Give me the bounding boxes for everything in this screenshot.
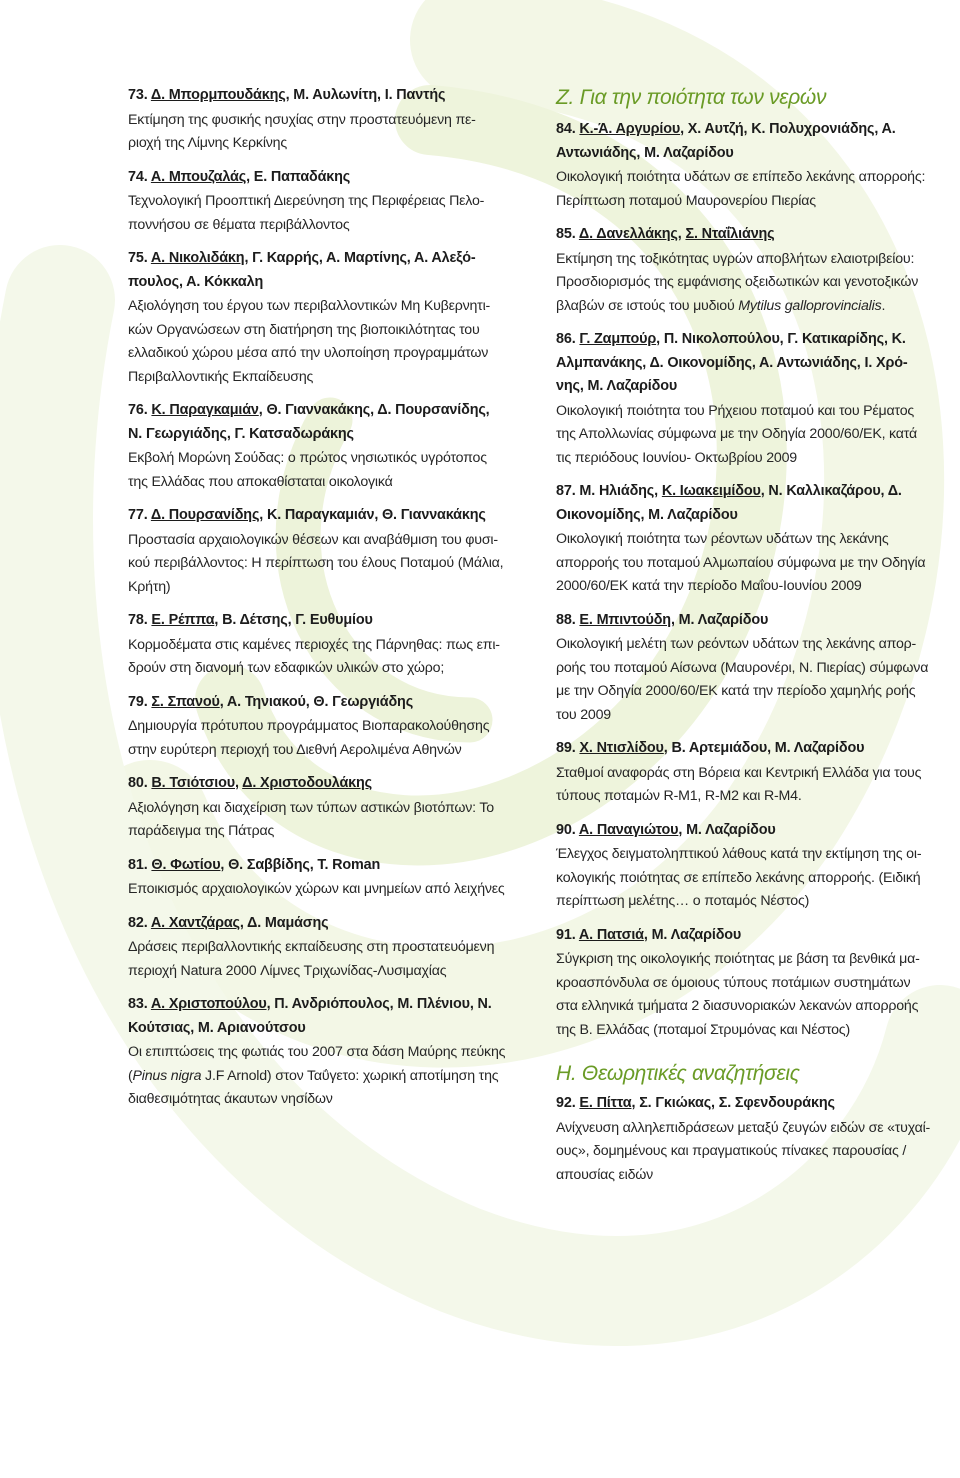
entry-authors <box>128 772 528 796</box>
right-column <box>556 84 954 1187</box>
entry-spacer <box>556 470 954 480</box>
entry-description-line: τις περιόδους Ιουνίου- Οκτωβρίου 2009 <box>556 449 797 466</box>
entry-description-line: κού περιβάλλοντος: Η περίπτωση του έλους Ποταμού (Μάλια, <box>128 555 504 571</box>
text-run: διαθεσιμότητας άκαυτων νησίδων <box>128 1091 333 1107</box>
entry-spacer <box>128 237 528 247</box>
entry-description-line: Εκβολή Μορώνη Σούδας: ο πρώτος νησιωτικός υγρότοπος <box>128 450 487 466</box>
entry-description-line <box>128 1041 528 1065</box>
entry-description-line: στα ελληνικά τμήματα 2 διασυνοριακών λεκανών απορροής <box>556 998 919 1014</box>
entry-number: 91. <box>556 926 576 943</box>
entry-description-line: παράδειγμα της Πάτρας <box>128 823 275 839</box>
entry-description-line: Τεχνολογική Προοπτική Διερεύνηση της Περιφέρειας Πελο- <box>128 193 485 209</box>
entry-number: 84. <box>556 121 576 137</box>
text-run: , Κ. Παραγκαμιάν, Θ. Γιαννακάκης <box>259 507 486 523</box>
entry-description-line: κών Οργανώσεων στη διατήρηση της βιοποικιλότητας του <box>128 321 480 338</box>
entry-description-line: περιοχή Natura 2000 Λίμνες Τριχωνίδας-Λυσιμαχίας <box>128 962 447 979</box>
entry-description-line: κροασπόνδυλα σε όμοιους τύπους ποτάμιων συστημάτων <box>556 974 911 991</box>
entry-description-line: Κορμοδέματα στις καμένες περιοχές της Πάρνηθας: πως επι- <box>128 636 500 653</box>
entry-description-line: ους», δομημένους και πραγματικούς πίνακες παρουσίας / <box>556 1143 907 1159</box>
entry-number: 92. <box>556 1095 576 1111</box>
text-run: βλαβών σε ιστούς του μυδιού <box>556 297 739 314</box>
entry-spacer <box>556 213 954 223</box>
entry-spacer <box>556 809 954 819</box>
entry-description-line: Περίπτωση ποταμού Μαυρονερίου Πιερίας <box>556 192 816 209</box>
entry-description-line: Σύγκριση της οικολογικής ποιότητας με βάση τα βενθικά μα- <box>556 951 920 967</box>
entry-authors <box>556 118 954 165</box>
author-underlined: Δ. Χριστοδουλάκης <box>242 775 372 791</box>
text-run: , <box>677 226 686 242</box>
entry-description-line: απορροής του ποταμού Αλμωπαίου σύμφωνα με την Οδηγία <box>556 554 926 571</box>
text-run: . <box>881 297 886 314</box>
entry-authors <box>556 223 954 247</box>
entry-description-line: Οικολογική ποιότητα των ρέοντων υδάτων της λεκάνης <box>556 531 889 547</box>
entry-description-line: Κρήτη) <box>128 578 171 595</box>
text-run: , Σ. Γκιώκας, Σ. Σφενδουράκης <box>631 1095 835 1111</box>
entry-spacer <box>128 389 528 399</box>
author-underlined: Ε. Πίττα <box>579 1095 632 1111</box>
entry-spacer <box>556 318 954 328</box>
entry-authors <box>556 924 954 948</box>
text-run: , Γ. Καρρής, Α. Μαρτίνης, Α. Αλεξό- <box>244 250 476 266</box>
entry-authors <box>556 328 954 399</box>
entry-90 <box>556 819 954 914</box>
entry-81 <box>128 854 528 902</box>
entry-description-line: Ανίχνευση αλληλεπιδράσεων μεταξύ ζευγών ειδών σε «τυχαί- <box>556 1119 931 1136</box>
entry-number: 78. <box>128 612 148 628</box>
entry-description-line: ροής του ποταμού Αίσωνα (Μαυρονέρι, Ν. Πιερίας) σύμφωνα <box>556 659 929 676</box>
entry-spacer <box>128 902 528 912</box>
text-run: , Μ. Λαζαρίδου <box>670 611 769 628</box>
entry-description-line: Εποικισμός αρχαιολογικών χώρων και μνημείων από λειχήνες <box>128 881 505 897</box>
author-underlined: Ε. Ρέππα <box>151 612 215 628</box>
text-run: , Δ. Μαμάσης <box>239 914 329 931</box>
entry-74 <box>128 166 528 238</box>
entry-description-line: Δημιουργία πρότυπου προγράμματος Βιοπαρακολούθησης <box>128 718 490 734</box>
italic-text: Mytilus galloprovincialis <box>738 297 882 314</box>
author-underlined: Κ. Παραγκαμιάν <box>151 402 259 418</box>
entry-description-line: Οικολογική ποιότητα υδάτων σε επίπεδο λεκάνης απορροής: <box>556 169 926 185</box>
entry-description-line: της Απολλωνίας σύμφωνα με την Οδηγία 2000/60/ΕΚ, κατά <box>556 426 917 442</box>
entry-authors <box>556 480 954 527</box>
entry-authors <box>556 1092 954 1116</box>
text-run: Οικονομίδης, Μ. Λαζαρίδου <box>556 506 738 523</box>
entry-description-line <box>128 1065 528 1089</box>
text-run: νης, Μ. Λαζαρίδου <box>556 378 678 394</box>
entry-number: 74. <box>128 168 148 185</box>
text-run: , Β. Αρτεμιάδου, Μ. Λαζαρίδου <box>663 740 865 756</box>
entry-description-line: Οικολογική ποιότητα του Ρήχειου ποταμού και του Ρέματος <box>556 402 915 419</box>
entry-authors <box>128 993 528 1040</box>
author-underlined: Κ.-Ά. Αργυρίου <box>579 121 681 137</box>
text-run: , Θ. Γιαννακάκης, Δ. Πουρσανίδης, <box>258 402 490 418</box>
entry-description-line: Αξιολόγηση του έργου των περιβαλλοντικών Μη Κυβερνητι- <box>128 298 491 314</box>
entry-83 <box>128 993 528 1112</box>
entry-85 <box>556 223 954 318</box>
left-column <box>128 84 528 1112</box>
entry-description-line: κολογικής ποιότητας σε επίπεδο λεκάνης απορροής. (Ειδική <box>556 869 921 886</box>
entry-spacer <box>556 914 954 924</box>
text-run: , Χ. Αυτζή, Κ. Πολυχρονιάδης, Α. <box>680 121 896 137</box>
text-run: J.F Arnold) στον Ταΰγετο: χωρική αποτίμηση της <box>201 1067 499 1084</box>
entry-number: 75. <box>128 250 148 266</box>
text-run: , Π. Νικολοπούλου, Γ. Κατικαρίδης, Κ. <box>656 331 906 347</box>
entry-number: 88. <box>556 611 576 628</box>
entry-description-line: ποννήσου σε θέματα περιβάλλοντος <box>128 216 350 233</box>
entry-description-line: της Β. Ελλάδας (ποταμοί Στρυμόνας και Νέστος) <box>556 1021 850 1038</box>
text-run: , Π. Ανδριόπουλος, Μ. Πλένιου, Ν. <box>266 996 492 1012</box>
entry-authors <box>128 691 528 715</box>
entry-number: 76. <box>128 402 148 418</box>
text-run: , Μ. Λαζαρίδου <box>643 926 742 943</box>
author-underlined: Α. Παναγιώτου <box>578 821 679 838</box>
author-underlined: Δ. Πουρσανίδης <box>150 507 260 523</box>
entry-authors <box>556 737 954 761</box>
entry-75 <box>128 247 528 389</box>
entry-authors <box>128 912 528 936</box>
entry-number: 89. <box>556 740 576 756</box>
text-run: , Ε. Παπαδάκης <box>246 168 351 185</box>
entry-number: 90. <box>556 821 576 838</box>
entry-description-line: δρούν στη διανομή των εδαφικών υλικών στο χώρο; <box>128 660 445 676</box>
entry-description-line: 2000/60/ΕΚ κατά την περίοδο Μαΐου-Ιουνίου 2009 <box>556 578 862 594</box>
entry-number: 85. <box>556 226 576 242</box>
italic-text: Pinus nigra <box>132 1067 202 1084</box>
text-run: ( <box>128 1067 133 1084</box>
entry-spacer <box>128 844 528 854</box>
entry-77 <box>128 504 528 599</box>
entry-86 <box>556 328 954 470</box>
text-run: Αλμπανάκης, Δ. Οικονομίδης, Α. Αντωνιάδης, Ι. Χρό- <box>556 354 908 371</box>
entry-number: 73. <box>128 87 148 103</box>
entry-description-line: Σταθμοί αναφοράς στη Βόρεια και Κεντρική Ελλάδα για τους <box>556 764 922 781</box>
author-underlined: Δ. Δανελλάκης <box>578 226 678 242</box>
entry-spacer <box>128 599 528 609</box>
author-underlined: Σ. Νταΐλιάνης <box>685 226 775 242</box>
text-run: Αντωνιάδης, Μ. Λαζαρίδου <box>556 144 734 161</box>
text-run: , Β. Δέτσης, Γ. Ευθυμίου <box>214 612 373 628</box>
text-run: , Μ. Αυλωνίτη, Ι. Παντής <box>285 87 446 103</box>
text-run: Οι επιπτώσεις της φωτιάς του 2007 στα δάση Μαύρης πεύκης <box>128 1044 506 1060</box>
entry-84 <box>556 118 954 213</box>
entry-89 <box>556 737 954 809</box>
entry-spacer <box>128 156 528 166</box>
entry-78 <box>128 609 528 681</box>
entry-number: 83. <box>128 996 148 1012</box>
text-run: , Θ. Σαββίδης, Τ. Roman <box>220 856 381 873</box>
entry-description-line <box>128 1088 528 1112</box>
author-underlined: Ε. Μπιντούδη <box>579 611 671 628</box>
entry-description-line: ελλαδικού χώρου μέσα από την υλοποίηση προγραμμάτων <box>128 345 489 361</box>
entry-authors <box>128 399 528 446</box>
entry-80 <box>128 772 528 844</box>
author-underlined: Α. Χριστοπούλου <box>150 996 267 1012</box>
entry-description-line: περίπτωση μελέτης… ο ποταμός Νέστος) <box>556 893 810 909</box>
author-underlined: Α. Νικολιδάκη <box>150 250 245 266</box>
entry-description-line: τύπους ποταμών R-M1, R-M2 και R-M4. <box>556 788 802 804</box>
entry-87 <box>556 480 954 599</box>
text-run: Μ. Ηλιάδης, <box>575 483 662 499</box>
section-title-water-quality: Ζ. Για την ποιότητα των νερών <box>556 86 827 109</box>
text-run: Εκτίμηση της τοξικότητας υγρών αποβλήτων ελαιοτριβείου: <box>556 250 915 267</box>
entry-92 <box>556 1092 954 1187</box>
entry-description-line: ριοχή της Λίμνης Κερκίνης <box>128 135 287 151</box>
text-run: Κούτσιας, Μ. Αριανούτσου <box>128 1019 306 1036</box>
entry-description-line: Έλεγχος δειγματοληπτικού λάθους κατά την εκτίμηση της οι- <box>556 846 922 862</box>
author-underlined: Β. Τσιότσιου <box>151 775 235 791</box>
entry-spacer <box>128 494 528 504</box>
entry-spacer <box>128 762 528 772</box>
entry-authors <box>128 854 528 878</box>
author-underlined: Α. Χαντζάρας <box>150 914 240 931</box>
entry-authors <box>556 609 954 633</box>
author-underlined: Σ. Σπανού <box>151 693 220 710</box>
entry-76 <box>128 399 528 494</box>
entry-number: 81. <box>128 856 148 873</box>
text-run: Ν. Γεωργιάδης, Γ. Κατσαδωράκης <box>128 425 354 442</box>
entry-description-line <box>556 248 954 272</box>
entry-number: 82. <box>128 914 148 931</box>
entry-authors <box>128 504 528 528</box>
author-underlined: Γ. Ζαμπούρ <box>579 331 657 347</box>
entry-description-line: Δράσεις περιβαλλοντικής εκπαίδευσης στη προστατευόμενη <box>128 939 495 955</box>
text-run: , Α. Τηνιακού, Θ. Γεωργιάδης <box>219 693 414 710</box>
entry-description-line: Προστασία αρχαιολογικών θέσεων και αναβάθμιση του φυσι- <box>128 531 498 548</box>
entry-description-line: Περιβαλλοντικής Εκπαίδευσης <box>128 368 314 385</box>
text-run: , Ν. Καλλικαζάρου, Δ. <box>760 483 902 499</box>
entry-description-line: Οικολογική μελέτη των ρεόντων υδάτων της λεκάνης απορ- <box>556 636 917 652</box>
entry-91 <box>556 924 954 1043</box>
text-run: πουλος, Α. Κόκκαλη <box>128 273 264 290</box>
entry-description-line: με την Οδηγία 2000/60/ΕΚ κατά την περίοδο χαμηλής ροής <box>556 683 916 699</box>
entry-description-line: στην ευρύτερη περιοχή του Διεθνή Αερολιμένα Αθηνών <box>128 741 462 758</box>
author-underlined: Θ. Φωτίου <box>151 856 221 873</box>
entry-authors <box>128 84 528 108</box>
author-underlined: Α. Μπουζαλάς <box>150 168 247 185</box>
entry-88 <box>556 609 954 728</box>
text-run: , <box>235 775 243 791</box>
author-underlined: Χ. Ντισλίδου <box>579 740 664 756</box>
entry-spacer <box>128 983 528 993</box>
entry-79 <box>128 691 528 763</box>
author-underlined: Δ. Μπορμπουδάκης <box>150 87 286 103</box>
entry-authors <box>128 166 528 190</box>
entry-description-line <box>556 271 954 295</box>
entry-description-line: Εκτίμηση της φυσικής ησυχίας στην προστατευόμενη πε- <box>128 111 476 128</box>
author-underlined: Α. Πατσιά <box>578 926 644 943</box>
entry-73 <box>128 84 528 156</box>
entry-authors <box>128 247 528 294</box>
entry-number: 86. <box>556 331 576 347</box>
entry-spacer <box>556 599 954 609</box>
entry-number: 80. <box>128 775 148 791</box>
entry-number: 87. <box>556 483 576 499</box>
entry-description-line: απουσίας ειδών <box>556 1166 654 1183</box>
entry-description-line: του 2009 <box>556 706 611 723</box>
entry-description-line: της Ελλάδας που αποκαθίσταται οικολογικά <box>128 473 393 490</box>
entry-spacer <box>556 727 954 737</box>
text-run: Προσδιορισμός της εμφάνισης οξειδωτικών και γενοτοξικών <box>556 274 919 290</box>
section-title-theoretical: Η. Θεωρητικές αναζητήσεις <box>556 1062 800 1085</box>
entry-82 <box>128 912 528 984</box>
entry-number: 77. <box>128 507 148 523</box>
entry-number: 79. <box>128 693 148 710</box>
author-underlined: Κ. Ιωακειμίδου <box>661 483 761 499</box>
text-run: , Μ. Λαζαρίδου <box>678 821 776 838</box>
entry-authors <box>556 819 954 843</box>
entry-authors <box>128 609 528 633</box>
entry-spacer <box>128 681 528 691</box>
entry-description-line: Αξιολόγηση και διαχείριση των τύπων αστικών βιοτόπων: Το <box>128 799 494 816</box>
entry-description-line <box>556 295 954 319</box>
